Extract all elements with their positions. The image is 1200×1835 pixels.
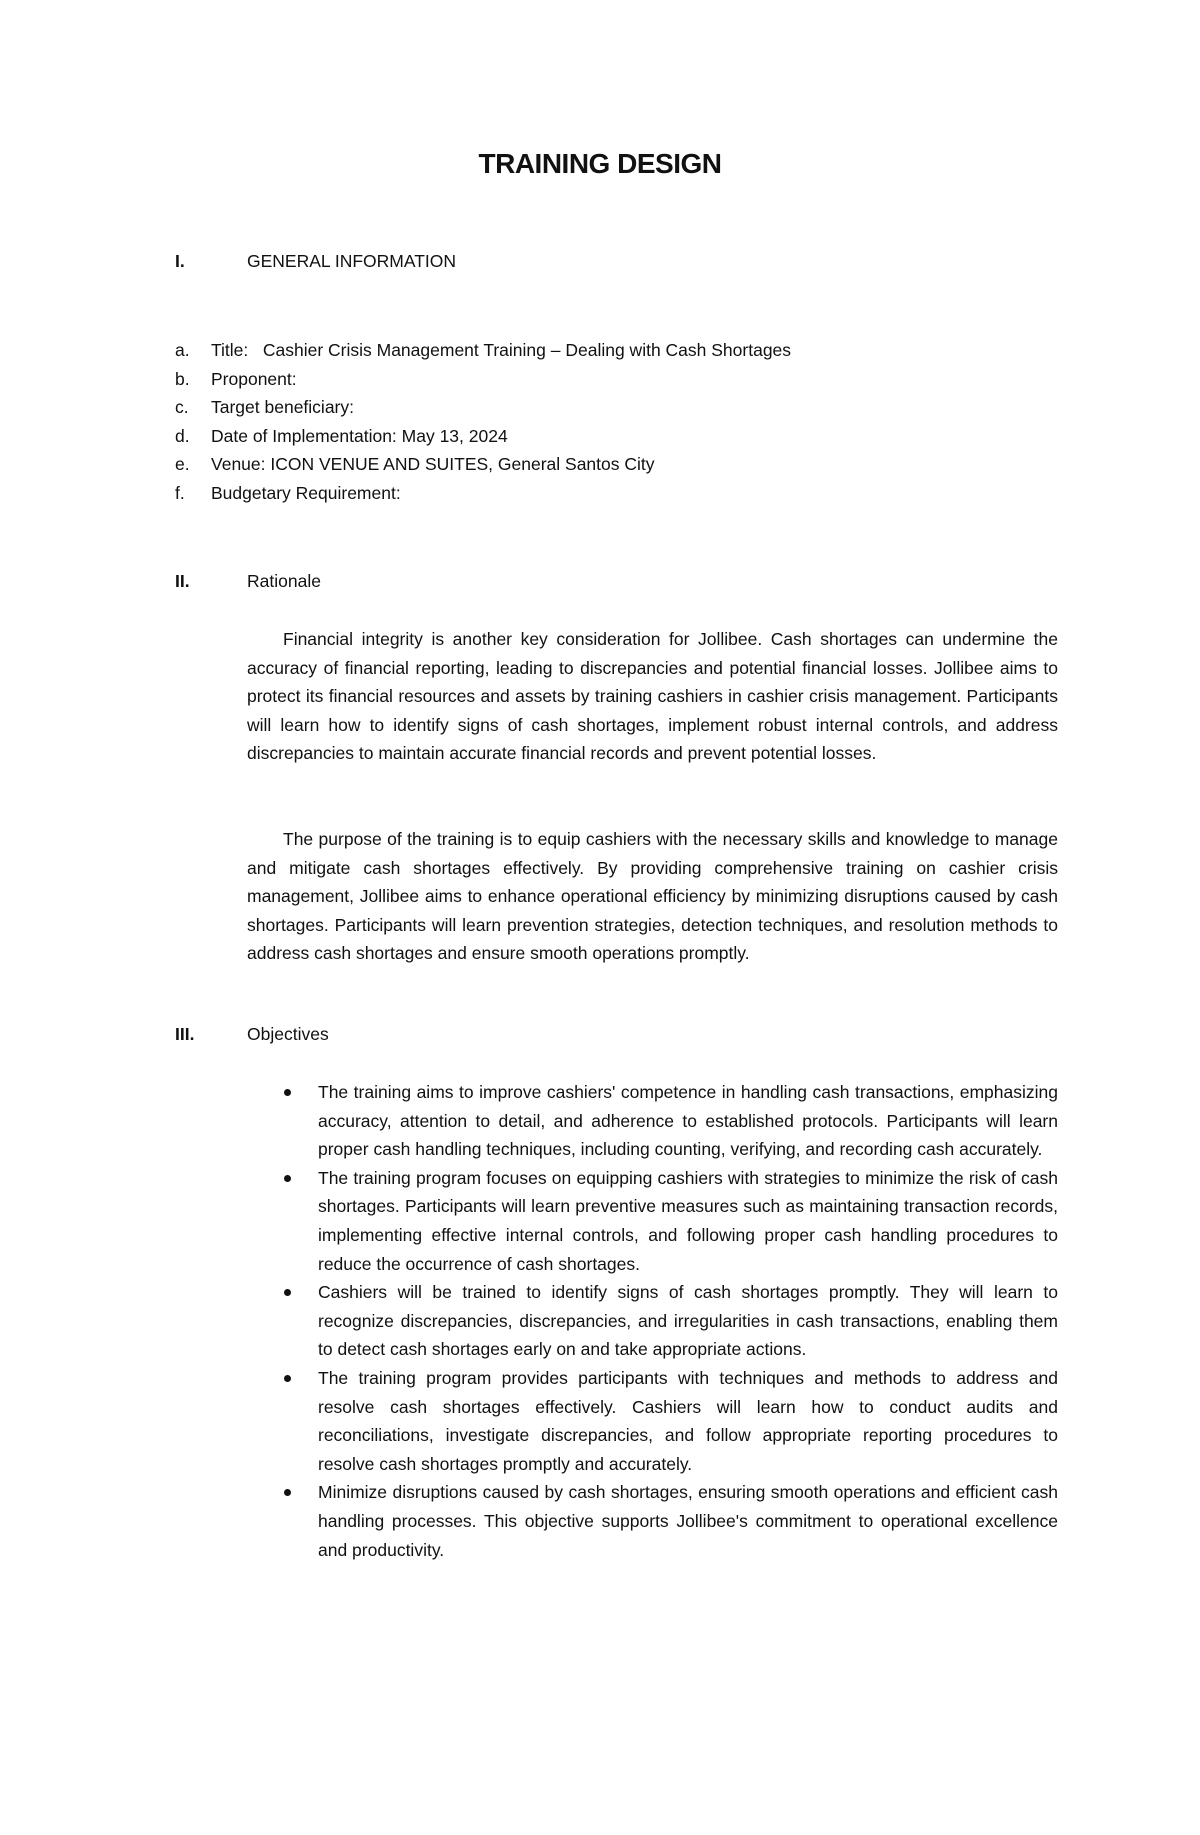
list-item: [175, 479, 791, 508]
document-title: TRAINING DESIGN: [478, 148, 722, 179]
objective-text: The training aims to improve cashiers' competence in handling cash transactions, emphasizing accuracy, attention to detail, and adherence to established protocols. Participants will learn proper cash handling techniques, including counting, verifying, and recording cash accurately.: [318, 1082, 1058, 1160]
section-3-number: III.: [175, 1024, 195, 1044]
info-budget: Budgetary Requirement:: [211, 482, 401, 503]
general-info-list: [175, 336, 791, 507]
objective-text: The training program focuses on equipping cashiers with strategies to minimize the risk of cash shortages. Participants will learn preventive measures such as maintaining transaction records, implementing effective internal controls, and following proper cash handling procedures to reduce the occurrence of cash shortages.: [318, 1167, 1058, 1274]
info-date: Date of Implementation: May 13, 2024: [211, 425, 508, 446]
list-item: [247, 1478, 1058, 1564]
rationale-paragraph-2: The purpose of the training is to equip cashiers with the necessary skills and knowledge to manage and mitigate cash shortages effectively. By providing comprehensive training on cashier crisis management, Jollibee aims to enhance operational efficiency by minimizing disruptions caused by cash shortages. Participants will learn prevention strategies, detection techniques, and resolution methods to address cash shortages and ensure smooth operations promptly.: [247, 829, 1058, 964]
info-proponent: Proponent:: [211, 368, 297, 389]
section-1-heading: GENERAL INFORMATION: [247, 251, 457, 271]
list-letter: f.: [175, 482, 185, 503]
section-3-heading: Objectives: [247, 1024, 329, 1044]
list-item: [247, 1364, 1058, 1478]
list-item: [175, 393, 791, 422]
bullet-icon: [284, 1175, 291, 1182]
list-item: [247, 1078, 1058, 1164]
bullet-icon: [284, 1375, 291, 1382]
objective-text: Cashiers will be trained to identify signs of cash shortages promptly. They will learn to recognize discrepancies, discrepancies, and irregularities in cash transactions, enabling them to detect cash shortages early on and take appropriate actions.: [318, 1282, 1058, 1360]
bullet-icon: [284, 1089, 291, 1096]
bullet-icon: [284, 1489, 291, 1496]
info-target-beneficiary: Target beneficiary:: [211, 397, 354, 417]
rationale-paragraph-1: Financial integrity is another key consideration for Jollibee. Cash shortages can undermine the accuracy of financial reporting, leading to discrepancies and potential financial losses. Jollibee aims to protect its financial resources and assets by training cashiers in cashier crisis management. Participants will learn how to identify signs of cash shortages, implement robust internal controls, and address discrepancies to maintain accurate financial records and prevent potential losses.: [247, 629, 1058, 764]
info-title: Title: Cashier Crisis Management Training – Dealing with Cash Shortages: [211, 340, 792, 360]
list-letter: a.: [175, 340, 190, 360]
list-letter: c.: [175, 397, 189, 417]
objectives-list: [247, 1078, 1058, 1564]
list-letter: e.: [175, 454, 190, 474]
section-2-heading: Rationale: [247, 571, 321, 591]
section-1-number: I.: [175, 251, 185, 271]
list-item: [247, 1278, 1058, 1364]
section-2-number: II.: [175, 571, 190, 591]
info-venue: Venue: ICON VENUE AND SUITES, General Santos City: [211, 454, 655, 474]
list-item: [175, 450, 791, 479]
list-letter: b.: [175, 368, 190, 389]
list-item: [175, 422, 791, 451]
list-letter: d.: [175, 425, 190, 446]
objective-text: Minimize disruptions caused by cash shortages, ensuring smooth operations and efficient cash handling processes. This objective supports Jollibee's commitment to operational excellence and productivity.: [318, 1482, 1058, 1560]
list-item: [175, 365, 791, 394]
bullet-icon: [284, 1289, 291, 1296]
objective-text: The training program provides participants with techniques and methods to address and resolve cash shortages effectively. Cashiers will learn how to conduct audits and reconciliations, investigate discrepancies, and follow appropriate reporting procedures to resolve cash shortages promptly and accurately.: [318, 1367, 1058, 1474]
list-item: [175, 336, 791, 365]
list-item: [247, 1164, 1058, 1278]
